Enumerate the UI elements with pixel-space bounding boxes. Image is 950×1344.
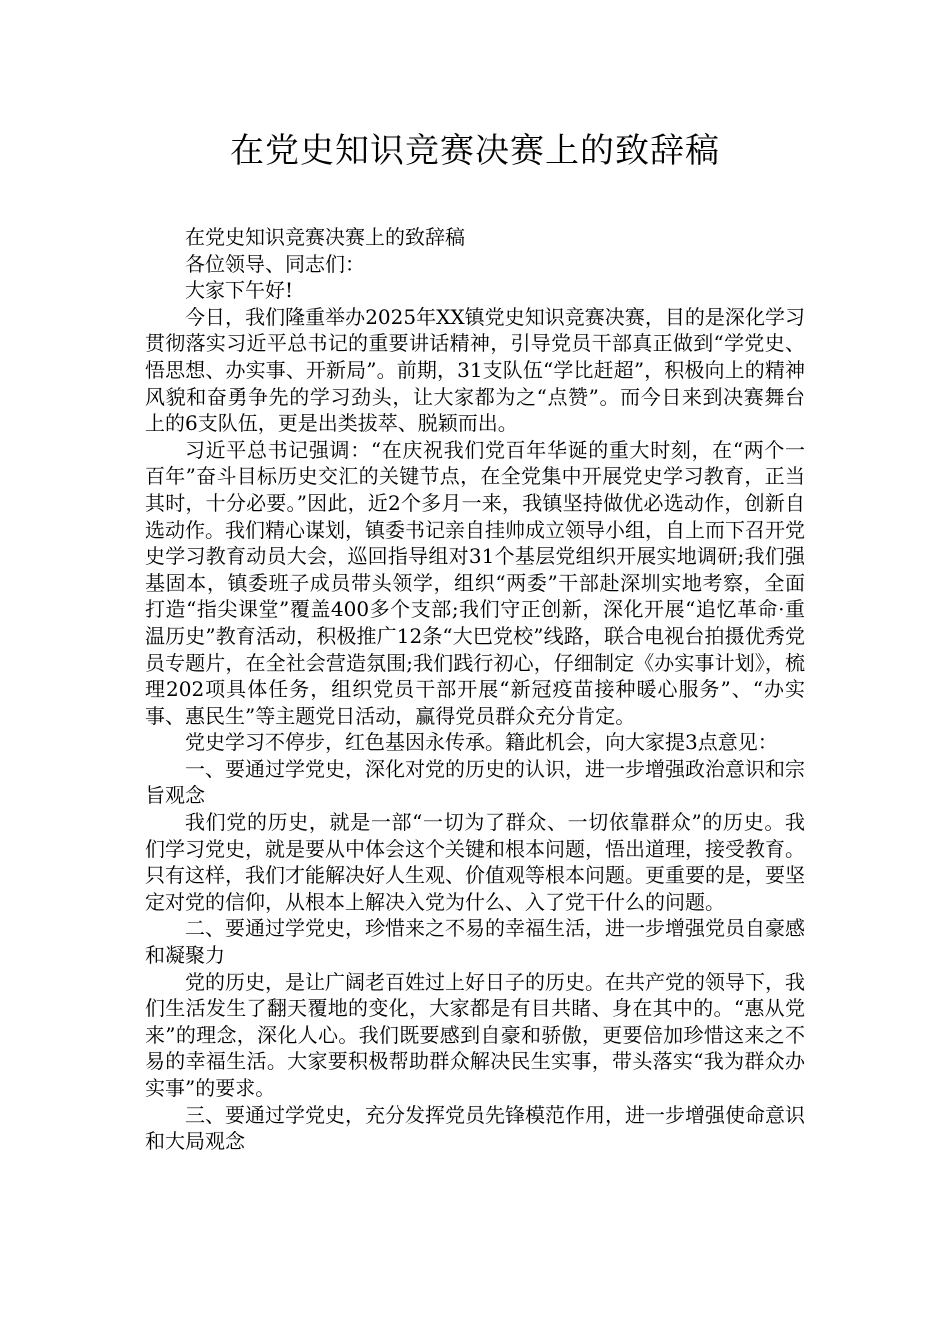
paragraph-point-1-body: 我们党的历史，就是一部“一切为了群众、一切依靠群众”的历史。我们学习党史，就是要从中体会这个关键和根本问题，悟出道理，接受教育。只有这样，我们才能解决好人生观、价值观等根本问题。更重要的是，要坚定对党的信仰，从根本上解决入党为什么、入了党干什么的问题。 <box>145 810 805 914</box>
paragraph-point-2-body: 党的历史，是让广阔老百姓过上好日子的历史。在共产党的领导下，我们生活发生了翻天覆地的变化，大家都是有目共睹、身在其中的。“惠从党来”的理念，深化人心。我们既要感到自豪和骄傲，更要倍加珍惜这来之不易的幸福生活。大家要积极帮助群众解决民生实事，带头落实“我为群众办实事”的要求。 <box>145 969 805 1100</box>
paragraph-quote: 习近平总书记强调：“在庆祝我们党百年华诞的重大时刻，在“两个一百年”奋斗目标历史交汇的关键节点，在全党集中开展党史学习教育，正当其时，十分必要。”因此，近2个多月一来，我镇坚持做优必选动作，创新自选动作。我们精心谋划，镇委书记亲自挂帅成立领导小组，自上而下召开党史学习教育动员大会，巡回指导组对31个基层党组织开展实地调研;我们强基固本，镇委班子成员带头领学，组织“两委”干部赴深圳实地考察，全面打造“指尖课堂”覆盖400多个支部;我们守正创新，深化开展“追忆革命·重温历史”教育活动，积极推广12条“大巴党校”线路，联合电视台拍摄优秀党员专题片，在全社会营造氛围;我们践行初心，仔细制定《办实事计划》，梳理202项具体任务，组织党员干部开展“新冠疫苗接种暖心服务”、“办实事、惠民生”等主题党日活动，赢得党员群众充分肯定。 <box>145 437 805 728</box>
document-body <box>145 224 805 1155</box>
paragraph-point-2-heading: 二、要通过学党史，珍惜来之不易的幸福生活，进一步增强党员自豪感和凝聚力 <box>145 916 805 968</box>
paragraph-point-3-heading: 三、要通过学党史，充分发挥党员先锋模范作用，进一步增强使命意识和大局观念 <box>145 1102 805 1154</box>
paragraph-salutation: 各位领导、同志们： <box>185 251 365 276</box>
paragraph-intro: 今日，我们隆重举办2025年XX镇党史知识竞赛决赛，目的是深化学习贯彻落实习近平总书记的重要讲话精神，引导党员干部真正做到“学党史、悟思想、办实事、开新局”。前期，31支队伍“学比赶超”，积极向上的精神风貌和奋勇争先的学习劲头，让大家都为之“点赞”。而今日来到决赛舞台上的6支队伍，更是出类拔萃、脱颖而出。 <box>145 304 805 436</box>
document-title: 在党史知识竞赛决赛上的致辞稿 <box>230 131 720 171</box>
paragraph-point-1-heading: 一、要通过学党史，深化对党的历史的认识，进一步增强政治意识和宗旨观念 <box>145 756 805 808</box>
paragraph-greeting: 大家下午好! <box>185 278 294 303</box>
paragraph-transition: 党史学习不停步，红色基因永传承。籍此机会，向大家提3点意见： <box>185 730 778 755</box>
paragraph-subtitle: 在党史知识竞赛决赛上的致辞稿 <box>185 225 465 249</box>
